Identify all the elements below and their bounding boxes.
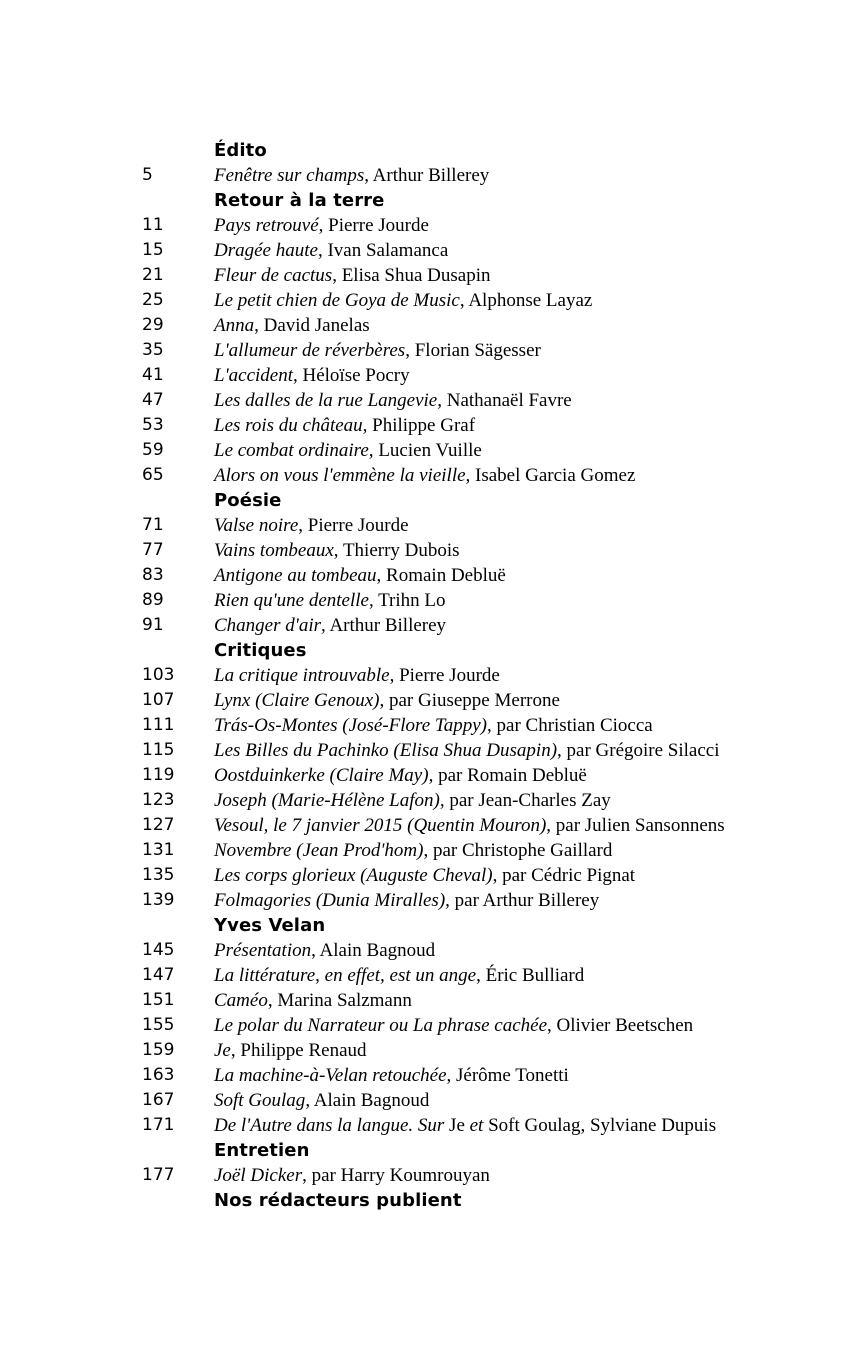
toc-entry bbox=[0, 1037, 850, 1062]
toc-entry bbox=[0, 237, 850, 262]
page-number: 131 bbox=[142, 840, 175, 860]
entry-author: , Philippe Renaud bbox=[230, 1040, 367, 1061]
entry-text bbox=[214, 738, 720, 763]
entry-title: L'allumeur de réverbères bbox=[214, 340, 406, 361]
entry-author: , Ivan Salamanca bbox=[317, 240, 449, 261]
section-heading: Entretien bbox=[214, 1140, 310, 1161]
entry-title: Folmagories (Dunia Miralles) bbox=[214, 890, 446, 911]
entry-author: , par Harry Koumrouyan bbox=[302, 1165, 490, 1186]
entry-title: La littérature, en effet, est un ange bbox=[214, 965, 477, 986]
entry-title: Fleur de cactus bbox=[214, 265, 333, 286]
section-heading: Édito bbox=[214, 140, 267, 161]
entry-text bbox=[214, 413, 475, 438]
entry-author: , Arthur Billerey bbox=[321, 615, 447, 636]
entry-text bbox=[214, 963, 584, 988]
page-number: 15 bbox=[142, 240, 164, 260]
page-number: 135 bbox=[142, 865, 175, 885]
entry-author: Isabel Garcia Gomez bbox=[470, 465, 636, 486]
entry-title: Les dalles de la rue Langevie, bbox=[214, 390, 442, 411]
entry-author: , Jérôme Tonetti bbox=[446, 1065, 569, 1086]
toc-entry bbox=[0, 787, 850, 812]
entry-author: , par Jean-Charles Zay bbox=[439, 790, 611, 811]
toc-entry bbox=[0, 262, 850, 287]
page-number: 177 bbox=[142, 1165, 175, 1185]
page-number: 159 bbox=[142, 1040, 175, 1060]
toc-entry bbox=[0, 337, 850, 362]
page-number: 147 bbox=[142, 965, 175, 985]
entry-text bbox=[214, 588, 446, 613]
section-heading: Retour à la terre bbox=[214, 190, 385, 211]
entry-title: Joël Dicker bbox=[214, 1165, 303, 1186]
toc-entry bbox=[0, 887, 850, 912]
entry-author: , Pierre Jourde bbox=[318, 215, 429, 236]
toc-entry bbox=[0, 712, 850, 737]
toc-entry bbox=[0, 812, 850, 837]
toc-entry bbox=[0, 837, 850, 862]
entry-text bbox=[214, 1088, 429, 1113]
page-number: 41 bbox=[142, 365, 164, 385]
table-of-contents bbox=[0, 137, 850, 1212]
page-number: 139 bbox=[142, 890, 175, 910]
toc-entry bbox=[0, 612, 850, 637]
entry-author: , Florian Sägesser bbox=[405, 340, 541, 361]
entry-text bbox=[214, 1113, 716, 1138]
entry-title: Vesoul, le 7 janvier 2015 (Quentin Mouron) bbox=[214, 815, 547, 836]
entry-text bbox=[214, 663, 500, 688]
section-heading: Yves Velan bbox=[214, 915, 326, 936]
toc-entry bbox=[0, 387, 850, 412]
entry-author: Je bbox=[444, 1115, 470, 1136]
toc-entry bbox=[0, 762, 850, 787]
page-number: 127 bbox=[142, 815, 175, 835]
page-number: 71 bbox=[142, 515, 164, 535]
entry-text bbox=[214, 563, 506, 588]
entry-text bbox=[214, 613, 446, 638]
toc-entry bbox=[0, 662, 850, 687]
entry-text bbox=[214, 388, 572, 413]
entry-author: , Thierry Dubois bbox=[333, 540, 460, 561]
entry-text bbox=[214, 313, 370, 338]
page-number: 11 bbox=[142, 215, 164, 235]
page-number: 145 bbox=[142, 940, 175, 960]
entry-text bbox=[214, 888, 599, 913]
page-number: 107 bbox=[142, 690, 175, 710]
entry-author: , Marina Salzmann bbox=[267, 990, 412, 1011]
entry-author: , Héloïse Pocry bbox=[293, 365, 410, 386]
section-heading-row bbox=[0, 187, 850, 212]
page-number: 53 bbox=[142, 415, 164, 435]
entry-text bbox=[214, 1163, 490, 1188]
entry-text bbox=[214, 213, 429, 238]
entry-title: Le petit chien de Goya de Music bbox=[214, 290, 460, 311]
entry-text bbox=[214, 813, 725, 838]
page-number: 111 bbox=[142, 715, 175, 735]
page-number: 25 bbox=[142, 290, 164, 310]
toc-entry bbox=[0, 462, 850, 487]
toc-entry bbox=[0, 537, 850, 562]
entry-title: Trás-Os-Montes (José-Flore Tappy) bbox=[214, 715, 488, 736]
entry-author: Soft Goulag, Sylviane Dupuis bbox=[483, 1115, 717, 1136]
toc-entry bbox=[0, 987, 850, 1012]
entry-title: Anna bbox=[214, 315, 255, 336]
entry-author: , par Arthur Billerey bbox=[445, 890, 600, 911]
entry-author: , par Romain Debluë bbox=[428, 765, 587, 786]
page-number: 167 bbox=[142, 1090, 175, 1110]
entry-author: , Alphonse Layaz bbox=[459, 290, 593, 311]
entry-text bbox=[214, 688, 560, 713]
entry-title: Antigone au tombeau bbox=[214, 565, 377, 586]
entry-title: Joseph (Marie-Hélène Lafon) bbox=[214, 790, 440, 811]
page-number: 65 bbox=[142, 465, 164, 485]
entry-title: Le combat ordinaire, bbox=[214, 440, 374, 461]
entry-title: Vains tombeaux bbox=[214, 540, 334, 561]
toc-entry bbox=[0, 1062, 850, 1087]
page-number: 5 bbox=[142, 165, 153, 185]
entry-text bbox=[214, 263, 491, 288]
page-number: 171 bbox=[142, 1115, 175, 1135]
toc-entry bbox=[0, 562, 850, 587]
page-number: 119 bbox=[142, 765, 175, 785]
toc-entry bbox=[0, 287, 850, 312]
section-heading: Critiques bbox=[214, 640, 307, 661]
page-number: 47 bbox=[142, 390, 164, 410]
entry-author: , par Giuseppe Merrone bbox=[379, 690, 560, 711]
entry-author: , Arthur Billerey bbox=[364, 165, 490, 186]
page-number: 35 bbox=[142, 340, 164, 360]
entry-title: Soft Goulag bbox=[214, 1090, 306, 1111]
toc-entry bbox=[0, 1012, 850, 1037]
entry-text bbox=[214, 538, 460, 563]
entry-author: , par Grégoire Silacci bbox=[557, 740, 720, 761]
entry-author: , par Christian Ciocca bbox=[487, 715, 653, 736]
entry-text bbox=[214, 513, 409, 538]
page-number: 163 bbox=[142, 1065, 175, 1085]
toc-entry bbox=[0, 737, 850, 762]
entry-text bbox=[214, 763, 587, 788]
entry-title: Novembre (Jean Prod'hom) bbox=[214, 840, 424, 861]
entry-title: Dragée haute bbox=[214, 240, 318, 261]
entry-author: , Olivier Beetschen bbox=[547, 1015, 694, 1036]
page-number: 29 bbox=[142, 315, 164, 335]
entry-text bbox=[214, 988, 412, 1013]
section-heading-row bbox=[0, 1187, 850, 1212]
entry-author: , Trihn Lo bbox=[368, 590, 446, 611]
entry-author: , Romain Debluë bbox=[376, 565, 506, 586]
entry-title: Les Billes du Pachinko (Elisa Shua Dusapin) bbox=[214, 740, 558, 761]
entry-title: La critique introuvable bbox=[214, 665, 390, 686]
entry-title: Rien qu'une dentelle bbox=[214, 590, 369, 611]
entry-text bbox=[214, 463, 635, 488]
page-number: 103 bbox=[142, 665, 175, 685]
entry-author: , Alain Bagnoud bbox=[311, 940, 436, 961]
entry-title: Le polar du Narrateur ou La phrase cachée bbox=[214, 1015, 548, 1036]
toc-entry bbox=[0, 937, 850, 962]
entry-title: Alors on vous l'emmène la vieille, bbox=[214, 465, 471, 486]
entry-text bbox=[214, 1063, 569, 1088]
toc-entry bbox=[0, 1112, 850, 1137]
section-heading: Poésie bbox=[214, 490, 282, 511]
entry-text bbox=[214, 838, 612, 863]
page-number: 155 bbox=[142, 1015, 175, 1035]
entry-text bbox=[214, 338, 541, 363]
section-heading-row bbox=[0, 1137, 850, 1162]
toc-entry bbox=[0, 312, 850, 337]
entry-text bbox=[214, 863, 635, 888]
entry-title: Lynx (Claire Genoux) bbox=[214, 690, 380, 711]
entry-title: Valse noire bbox=[214, 515, 299, 536]
entry-title: Fenêtre sur champs bbox=[214, 165, 365, 186]
toc-entry bbox=[0, 1087, 850, 1112]
entry-title: Les rois du château, bbox=[214, 415, 368, 436]
entry-author: , par Cédric Pignat bbox=[492, 865, 636, 886]
page-number: 59 bbox=[142, 440, 164, 460]
entry-text bbox=[214, 1013, 693, 1038]
entry-text bbox=[214, 438, 482, 463]
entry-text bbox=[214, 238, 448, 263]
entry-author: , Éric Bulliard bbox=[476, 965, 585, 986]
entry-author: Lucien Vuille bbox=[373, 440, 482, 461]
entry-author: , David Janelas bbox=[254, 315, 370, 336]
entry-author: , Elisa Shua Dusapin bbox=[332, 265, 491, 286]
entry-author: , Alain Bagnoud bbox=[305, 1090, 430, 1111]
entry-text bbox=[214, 163, 489, 188]
entry-title: La machine-à-Velan retouchée bbox=[214, 1065, 447, 1086]
entry-title: Pays retrouvé bbox=[214, 215, 319, 236]
entry-author: , Pierre Jourde bbox=[298, 515, 409, 536]
entry-title: Les corps glorieux (Auguste Cheval) bbox=[214, 865, 493, 886]
toc-entry bbox=[0, 512, 850, 537]
page-number: 115 bbox=[142, 740, 175, 760]
page-number: 151 bbox=[142, 990, 175, 1010]
entry-text bbox=[214, 288, 592, 313]
entry-text bbox=[214, 938, 435, 963]
toc-entry bbox=[0, 437, 850, 462]
toc-entry bbox=[0, 587, 850, 612]
entry-title: Je bbox=[214, 1040, 231, 1061]
page-number: 91 bbox=[142, 615, 164, 635]
page-number: 83 bbox=[142, 565, 164, 585]
entry-title: Caméo bbox=[214, 990, 268, 1011]
section-heading: Nos rédacteurs publient bbox=[214, 1190, 462, 1211]
page-number: 123 bbox=[142, 790, 175, 810]
entry-title: Oostduinkerke (Claire May) bbox=[214, 765, 429, 786]
toc-entry bbox=[0, 412, 850, 437]
entry-title: De l'Autre dans la langue. Sur bbox=[214, 1115, 445, 1136]
entry-text bbox=[214, 713, 653, 738]
entry-title: Changer d'air bbox=[214, 615, 321, 636]
toc-entry bbox=[0, 212, 850, 237]
toc-entry bbox=[0, 862, 850, 887]
entry-title: Présentation bbox=[214, 940, 312, 961]
entry-author: , par Christophe Gaillard bbox=[423, 840, 613, 861]
entry-title: et bbox=[469, 1115, 484, 1136]
toc-entry bbox=[0, 1162, 850, 1187]
toc-entry bbox=[0, 962, 850, 987]
entry-text bbox=[214, 788, 611, 813]
section-heading-row bbox=[0, 487, 850, 512]
entry-title: L'accident bbox=[214, 365, 293, 386]
toc-entry bbox=[0, 687, 850, 712]
entry-author: Nathanaël Favre bbox=[441, 390, 572, 411]
section-heading-row bbox=[0, 137, 850, 162]
toc-entry bbox=[0, 362, 850, 387]
entry-text bbox=[214, 1038, 367, 1063]
entry-author: Philippe Graf bbox=[367, 415, 476, 436]
section-heading-row bbox=[0, 912, 850, 937]
page-number: 21 bbox=[142, 265, 164, 285]
page-number: 89 bbox=[142, 590, 164, 610]
entry-text bbox=[214, 363, 410, 388]
section-heading-row bbox=[0, 637, 850, 662]
toc-entry bbox=[0, 162, 850, 187]
page-number: 77 bbox=[142, 540, 164, 560]
entry-author: , Pierre Jourde bbox=[389, 665, 500, 686]
entry-author: , par Julien Sansonnens bbox=[546, 815, 725, 836]
